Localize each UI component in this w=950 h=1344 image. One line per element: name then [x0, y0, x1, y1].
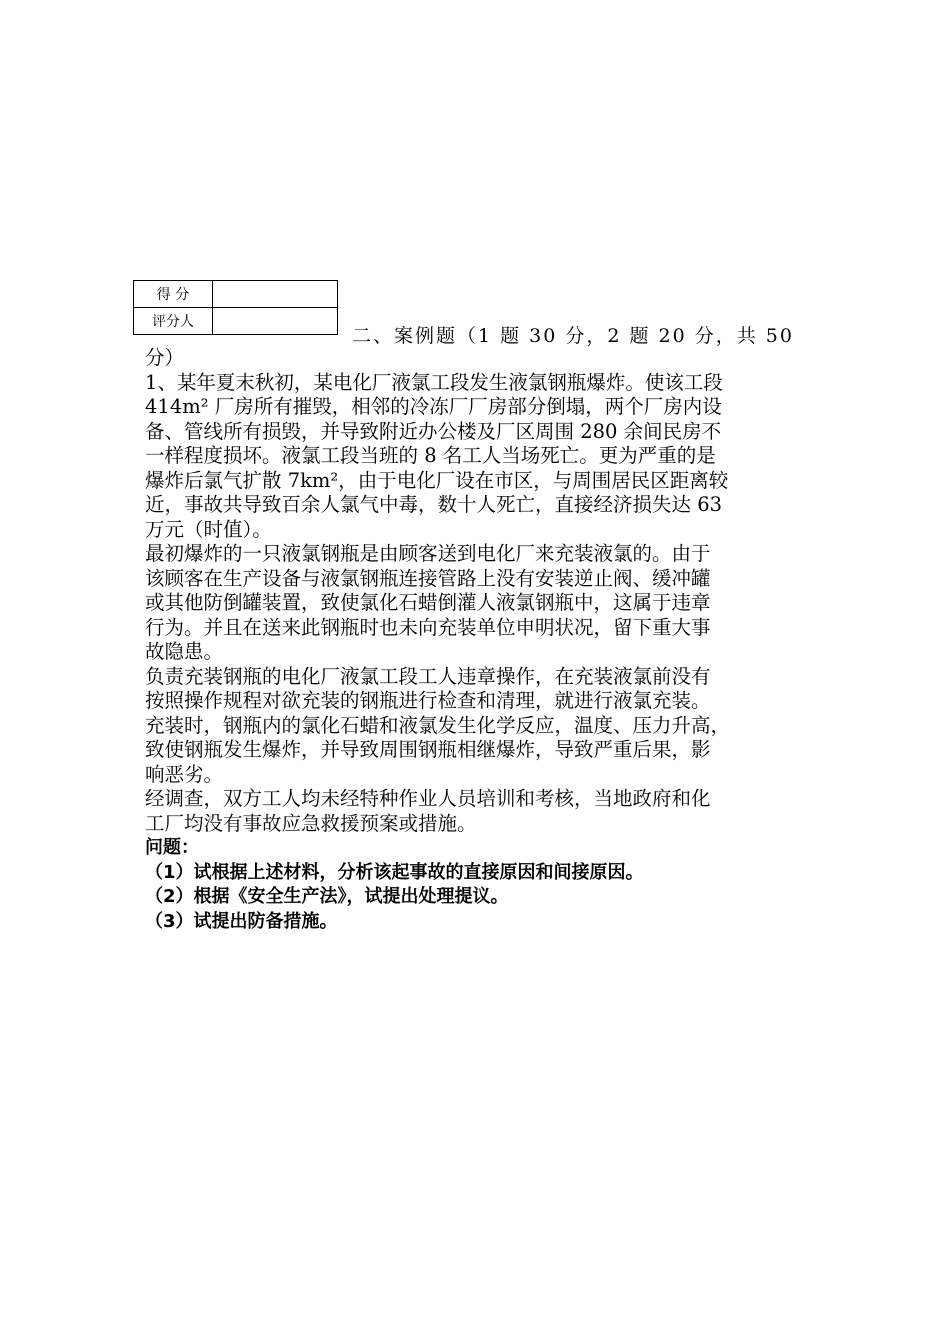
section-title-continuation: 分） [145, 346, 185, 369]
score-label: 得 分 [134, 281, 213, 308]
case-paragraph-3: 负责充装钢瓶的电化厂液氯工段工人违章操作，在充装液氯前没有 按照操作规程对欲充装的钢瓶进行检查和清理，就进行液氯充装。 充装时，钢瓶内的氯化石蜡和液氯发生化学反应，温度、压力升高， 致使钢瓶发生爆炸，并导致周围钢瓶相继爆炸，导致严重后果，影 响恶劣。 [145, 664, 731, 786]
score-value-cell[interactable] [213, 281, 338, 308]
section-title: 二、案例题（1 题 30 分，2 题 20 分，共 50 [352, 325, 794, 347]
score-row [134, 281, 338, 308]
case-paragraph-2: 最初爆炸的一只液氯钢瓶是由顾客送到电化厂来充装液氯的。由于 该顾客在生产设备与液氯钢瓶连接管路上没有安装逆止阀、缓冲罐 或其他防倒罐装置，致使氯化石蜡倒灌人液氯钢瓶中，这属于违章 行为。并且在送来此钢瓶时也未向充装单位申明状况，留下重大事 故隐患。 [145, 542, 711, 663]
questions-heading: 问题： [145, 837, 199, 858]
question-1: （1）试根据上述材料，分析该起事故的直接原因和间接原因。 [145, 861, 644, 883]
score-table [133, 280, 338, 335]
grader-row [134, 308, 338, 335]
question-2: （2）根据《安全生产法》，试提出处理提议。 [145, 886, 509, 907]
grader-value-cell[interactable] [213, 308, 338, 335]
case-paragraph-4: 经调查，双方工人均未经特种作业人员培训和考核，当地政府和化 工厂均没有事故应急救援预案或措施。 [145, 787, 711, 835]
case-body [145, 346, 815, 934]
question-3: （3）试提出防备措施。 [145, 910, 338, 932]
case-paragraph-1: 1、某年夏末秋初，某电化厂液氯工段发生液氯钢瓶爆炸。使该工段 414m² 厂房所有摧毁，相邻的冷冻厂厂房部分倒塌，两个厂房内设 备、管线所有损毁，并导致附近办公楼及厂区周围 280 余间民房不 一样程度损坏。液氯工段当班的 8 名工人当场死亡。更为严重的是 爆炸后氯气扩散 7km²，由于电化厂设在市区，与周围居民区距离较 近，事故共导致百余人氯气中毒，数十人死亡，直接经济损失达 63 万元（时值）。 [145, 370, 729, 541]
grader-label: 评分人 [134, 308, 213, 335]
